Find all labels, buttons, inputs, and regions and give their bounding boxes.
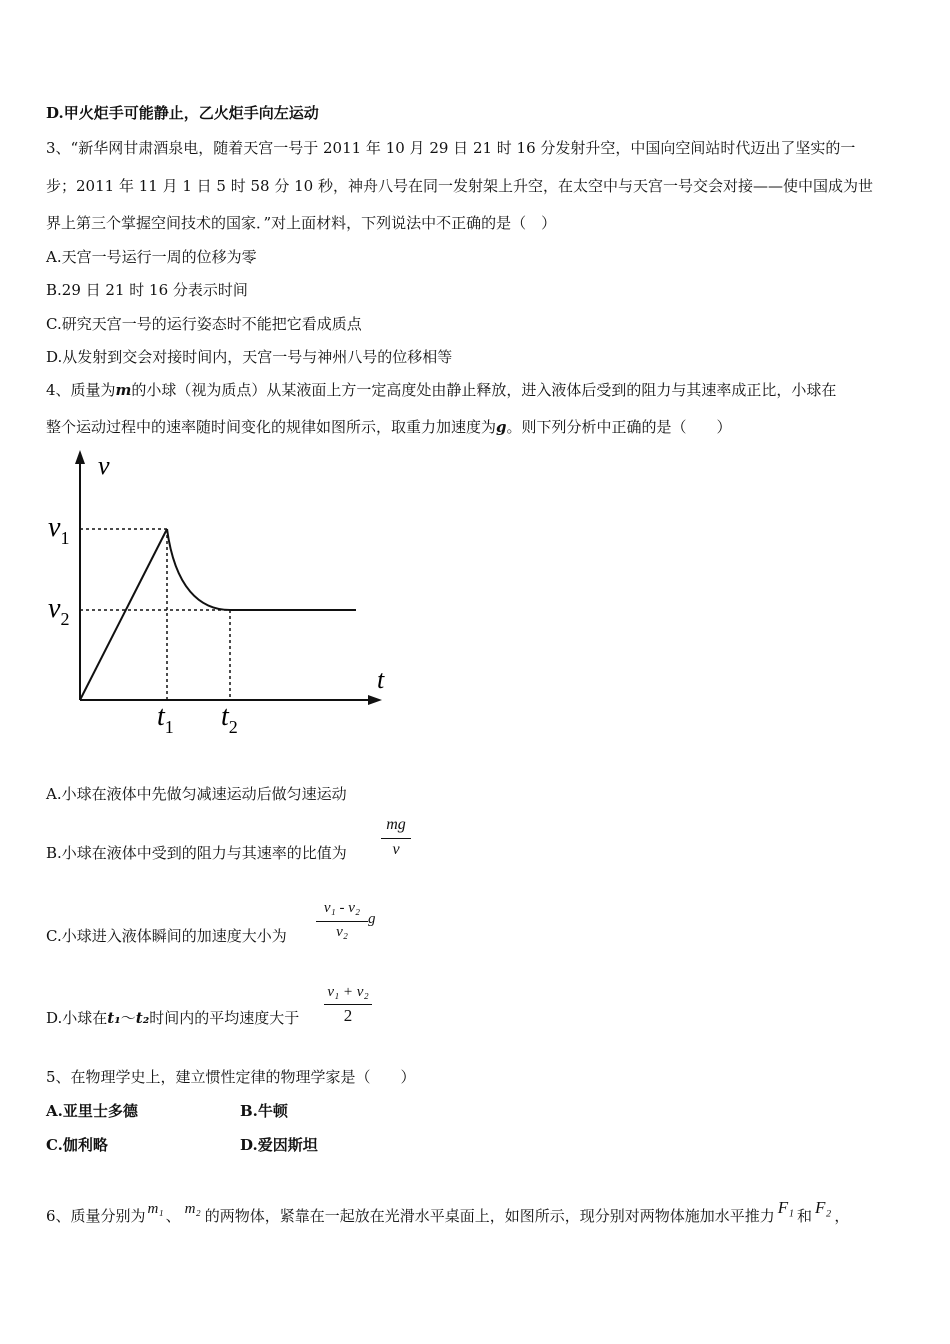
option-d-numerator: v₁ + v₂ xyxy=(327,984,369,1000)
option-c-fraction-bar xyxy=(316,921,368,922)
q4-stem-line-2: 整个运动过程中的速率随时间变化的规律如图所示，取重力加速度为g。则下列分析中正确的是（ ） xyxy=(46,418,732,436)
option-c-numerator: v₁ - v₂ xyxy=(323,900,361,916)
v1-label: $v_1$ xyxy=(48,512,70,548)
q3-stem-line-1: 3、“新华网甘肃酒泉电，随着天宫一号于 2011 年 10 月 29 日 21 时 16 分发射升空，中国向空间站时代迈出了坚实的一 xyxy=(46,139,856,157)
velocity-time-graph xyxy=(40,448,400,743)
t1-symbol: t₁ xyxy=(107,1009,121,1027)
deceleration-curve xyxy=(167,529,230,610)
option-b-denominator: v xyxy=(392,841,400,858)
q3-option-c: C.研究天宫一号的运行姿态时不能把它看成质点 xyxy=(46,315,362,333)
graph-x-arrow xyxy=(368,695,382,705)
f2-symbol: F₂ xyxy=(815,1198,832,1217)
gravity-symbol: g xyxy=(496,418,507,436)
option-b-numerator: mg xyxy=(386,816,406,833)
q5-option-c: C.伽利略 xyxy=(46,1136,108,1154)
q3-stem-line-3: 界上第三个掌握空间技术的国家．”对上面材料，下列说法中不正确的是（ ） xyxy=(46,214,557,232)
q5-stem: 5、在物理学史上，建立惯性定律的物理学家是（ ） xyxy=(46,1068,416,1086)
f1-symbol: F₁ xyxy=(777,1198,794,1217)
q4-option-b: B.小球在液体中受到的阻力与其速率的比值为 xyxy=(46,844,347,862)
t2-label: $t_2$ xyxy=(221,701,238,737)
x-axis-label: t xyxy=(377,665,385,694)
option-d-fraction xyxy=(322,984,374,1030)
t2-symbol: t₂ xyxy=(135,1009,150,1027)
option-c-gravity-symbol: g xyxy=(368,911,376,927)
m2-symbol: m₂ xyxy=(184,1201,201,1217)
q5-option-a: A.亚里士多德 xyxy=(46,1102,138,1120)
q3-option-d: D.从发射到交会对接时间内，天宫一号与神州八号的位移相等 xyxy=(46,348,453,366)
m1-symbol: m₁ xyxy=(147,1201,164,1217)
q5-option-b: B.牛顿 xyxy=(240,1102,288,1120)
q4-option-c: C.小球进入液体瞬间的加速度大小为 xyxy=(46,927,287,945)
v2-label: $v_2$ xyxy=(48,593,70,629)
q3-stem-line-2: 步；2011 年 11 月 1 日 5 时 58 分 10 秒，神舟八号在同一发射架上升空，在太空中与天宫一号交会对接——使中国成为世 xyxy=(46,177,873,195)
q3-option-a: A.天宫一号运行一周的位移为零 xyxy=(46,248,257,266)
option-c-denominator: v₂ xyxy=(336,924,348,940)
q3-option-b: B.29 日 21 时 16 分表示时间 xyxy=(46,281,248,299)
acceleration-segment xyxy=(80,529,167,700)
t1-label: $t_1$ xyxy=(157,701,174,737)
q4-stem-line-1: 4、质量为m的小球（视为质点）从某液面上方一定高度处由静止释放，进入液体后受到的阻力与其速率成正比，小球在 xyxy=(46,381,837,399)
option-d-fraction-bar xyxy=(324,1004,372,1005)
q6-stem: 6、质量分别为 m₁ 、 m₂ 的两物体，紧靠在一起放在光滑水平桌面上，如图所示，现分别对两物体施加水平推力 F₁ 和 F₂ ， xyxy=(46,1198,850,1225)
mass-symbol: m xyxy=(115,381,132,399)
q5-option-d: D.爱因斯坦 xyxy=(240,1136,318,1154)
option-b-fraction-bar xyxy=(381,838,411,839)
option-c-fraction xyxy=(314,900,370,948)
graph-y-arrow xyxy=(75,450,85,464)
q2-option-d: D.甲火炬手可能静止，乙火炬手向左运动 xyxy=(46,104,319,122)
y-axis-label: v xyxy=(98,451,110,480)
q4-option-d: D.小球在t₁～t₂时间内的平均速度大于 xyxy=(46,1009,300,1027)
option-b-fraction xyxy=(381,816,411,862)
q4-option-a: A.小球在液体中先做匀减速运动后做匀速运动 xyxy=(46,785,347,803)
option-d-denominator: 2 xyxy=(343,1006,353,1025)
